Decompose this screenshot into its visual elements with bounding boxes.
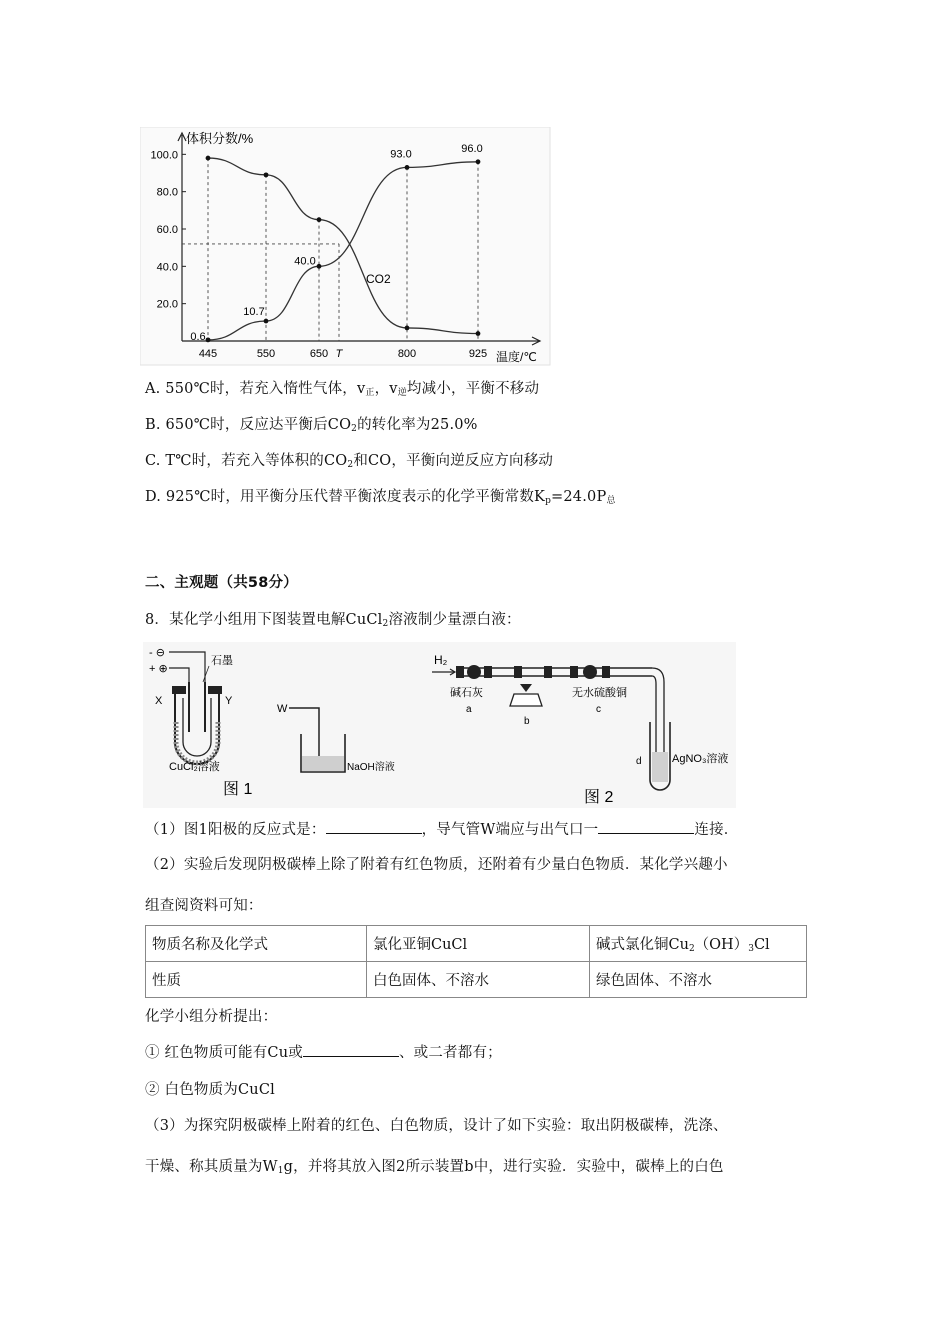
y-tick-label: 100.0 (150, 149, 178, 162)
y-tick-label: 20.0 (156, 298, 178, 311)
table-cell: 白色固体、不溶水 (367, 962, 590, 998)
answer-blank-3[interactable] (303, 1042, 399, 1057)
label-a: a (466, 704, 472, 715)
answer-blank-1[interactable] (326, 819, 422, 834)
data-point (405, 326, 410, 331)
data-point (476, 331, 481, 336)
stopper-y (208, 686, 222, 694)
agno3-solution-label: AgNO₃溶液 (672, 753, 729, 765)
hypothesis-2: ② 白色物质为CuCl (145, 1082, 275, 1098)
analysis-intro: 化学小组分析提出： (145, 1009, 278, 1025)
plug-3 (514, 666, 522, 678)
data-label: 10.7 (243, 306, 265, 319)
subquestion-1: （1）图1阳极的反应式是： ，导气管W端应与出气口一 连接． (145, 818, 738, 839)
data-point (264, 319, 269, 324)
figure-2-label: 图 2 (584, 789, 614, 806)
figure-1-label: 图 1 (223, 781, 253, 798)
y-tick-label: 60.0 (156, 224, 178, 236)
subquestion-2-line-1: （2）实验后发现阴极碳棒上除了附着有红色物质，还附着有少量白色物质．某化学兴趣小 (145, 857, 728, 873)
x-axis-title: 温度/℃ (496, 350, 537, 364)
outlet-x-label: X (155, 695, 163, 707)
anhydrous-cuso4-label: 无水硫酸铜 (572, 687, 627, 699)
data-point (264, 172, 269, 177)
plug-6 (602, 666, 610, 678)
tube-w-label: W (277, 703, 288, 715)
table-cell: 物质名称及化学式 (146, 926, 367, 962)
x-tick-label: 800 (397, 348, 417, 360)
alcohol-lamp (510, 694, 542, 706)
plug-2 (484, 666, 492, 678)
data-label: 0.6 (190, 330, 206, 343)
plug-4 (544, 666, 552, 678)
x-tick-label: T (335, 348, 343, 360)
figure-2-apparatus (428, 642, 736, 808)
y-axis-title: 体积分数/% (186, 131, 254, 146)
data-label: 40.0 (294, 255, 316, 268)
table-row (146, 962, 807, 998)
x-tick-label: 550 (256, 348, 276, 360)
data-label: 93.0 (390, 148, 412, 161)
subquestion-3-line-2: 干燥、称其质量为$W_1g$，并将其放入图2所示装置b中，进行实验．实验中，碳棒上的白色 (145, 1159, 724, 1176)
option-d: D. 925℃时，用平衡分压代替平衡浓度表示的化学平衡常数$K_p=24.0P_总$ (145, 489, 616, 506)
x-tick-label: 650 (309, 348, 329, 360)
agno3-solution (652, 752, 668, 782)
plug-1 (456, 666, 464, 678)
table-cell: 氯化亚铜CuCl (367, 926, 590, 962)
option-a: A. 550℃时，若充入惰性气体，$v_正$，$v_逆$均减小，平衡不移动 (145, 381, 540, 398)
negative-terminal-label: - ⊖ (149, 647, 165, 659)
table-cell: 碱式氯化铜$Cu_2(OH)_3Cl$ (590, 926, 807, 962)
data-point (405, 165, 410, 170)
chart-background (140, 127, 550, 365)
subquestion-2-line-2: 组查阅资料可知： (145, 898, 263, 914)
naoh-solution-label: NaOH溶液 (347, 762, 395, 773)
stopper-x (172, 686, 186, 694)
data-label: 96.0 (461, 142, 483, 155)
graphite-label: 石墨 (211, 655, 233, 667)
label-c: c (596, 704, 601, 715)
soda-lime-label: 碱石灰 (450, 687, 483, 699)
outlet-y-label: Y (225, 695, 233, 707)
option-c: C. T℃时，若充入等体积的$CO_2$和CO，平衡向逆反应方向移动 (145, 453, 554, 470)
data-point (317, 217, 322, 222)
table-row (146, 926, 807, 962)
x-tick-label: 925 (468, 348, 488, 360)
y-tick-label: 40.0 (156, 261, 178, 274)
label-b: b (524, 716, 530, 727)
drying-tube-a (467, 665, 481, 679)
subquestion-3-line-1: （3）为探究阴极碳棒上附着的红色、白色物质，设计了如下实验：取出阴极碳棒，洗涤、 (145, 1118, 728, 1134)
data-point (206, 337, 211, 342)
data-point (317, 264, 322, 269)
hypothesis-1: ① 红色物质可能有Cu或 、或二者都有； (145, 1041, 502, 1062)
label-d: d (636, 756, 642, 767)
answer-blank-2[interactable] (598, 819, 694, 834)
data-point (206, 156, 211, 161)
figure-1-electrolysis (143, 642, 443, 808)
naoh-solution (302, 756, 344, 771)
plug-5 (570, 666, 578, 678)
table-cell: 绿色固体、不溶水 (590, 962, 807, 998)
properties-table (145, 925, 807, 998)
cucl2-solution-label: CuCl₂溶液 (169, 761, 220, 773)
positive-terminal-label: + ⊕ (149, 663, 168, 675)
volume-fraction-chart (140, 127, 552, 367)
table-cell: 性质 (146, 962, 367, 998)
section-title: 二、主观题（共58分） (145, 575, 298, 591)
data-point (476, 159, 481, 164)
x-tick-label: 445 (198, 348, 218, 360)
question-8-stem: 8．某化学小组用下图装置电解CuCl$_2$溶液制少量漂白液： (145, 612, 521, 629)
option-b: B. 650℃时，反应达平衡后$CO_2$的转化率为25.0% (145, 417, 478, 434)
series-label-co2: CO2 (366, 272, 391, 286)
h2-inlet-label: H₂ (434, 653, 448, 667)
y-tick-label: 80.0 (156, 186, 178, 199)
drying-tube-c (583, 665, 597, 679)
